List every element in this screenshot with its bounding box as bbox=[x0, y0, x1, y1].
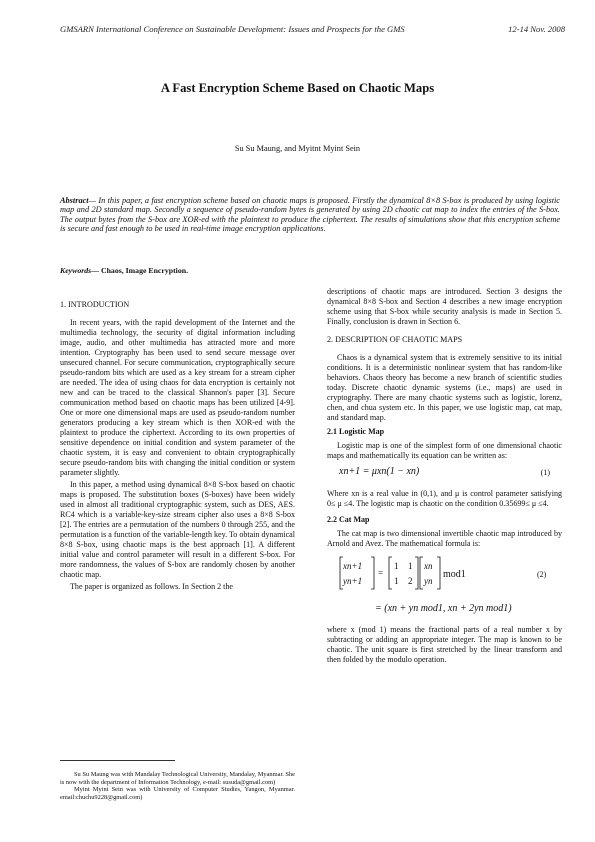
conference-name: GMSARN International Conference on Sustainable Development: Issues and Prospects for the GMS bbox=[60, 24, 405, 34]
keywords-text: — Chaos, Image Encryption. bbox=[91, 266, 189, 275]
intro-paragraph-3: The paper is organized as follows. In Section 2 the bbox=[70, 582, 233, 591]
lhs-vector-bottom: yn+1 bbox=[343, 576, 363, 586]
matrix-a12: 1 bbox=[408, 561, 413, 571]
intro-paragraph-1: In recent years, with the rapid development of the Internet and the multimedia technology, the security of digital information including image, audio, and other multimedia has attracted more and more intention. Cryptography has been used to send secure message over unsecured channel. For secure communication, cryptographically secure pseudo-random bits which are used as a key stream for a stream cipher are needed. The idea of using chaos for data encryption is certainly not new and can be traced to the classical Shannon's paper [3]. Secure communication method based on chaotic maps has been utilized [4-9]. One or more one dimensional maps are used as pseudo-random number generators producing a key stream which is then XOR-ed with the plaintext to produce the ciphertext. According to its own properties of sensitive dependence on initial condition and system parameter of the chaotic system, it is easy and convenient to obtain cryptographically secure pseudo-random bits with changing the initial condition or system parameter slightly. bbox=[60, 318, 295, 477]
subsection-heading-cat-map: 2.2 Cat Map bbox=[327, 515, 370, 524]
section-heading-introduction: 1. INTRODUCTION bbox=[60, 300, 130, 309]
abstract-label: Abstract bbox=[60, 196, 89, 205]
subsection-heading-logistic: 2.1 Logistic Map bbox=[327, 427, 385, 436]
equation-2 bbox=[327, 553, 562, 621]
equation-2-line-2: = (xn + yn mod1, xn + 2yn mod1) bbox=[375, 603, 512, 614]
logistic-paragraph: Logistic map is one of the simplest form of one dimensional chaotic maps and mathematically its equation can be written as: bbox=[327, 441, 562, 460]
chaos-paragraph: Chaos is a dynamical system that is extremely sensitive to its initial conditions. It is a deterministic nonlinear system that has random-like behaviors. Chaos theory has become a new branch of scientific studies today. Discrete chaotic dynamic systems (i.e., maps) are used in cryptography. There are many chaotic systems such as logistic, lorenz, chen, and chua system etc. In this paper, we use logistic map, cat map, and standard map. bbox=[327, 353, 562, 422]
paper-authors: Su Su Maung, and Myitnt Myint Sein bbox=[234, 144, 361, 153]
equation-2-mod: mod1 bbox=[443, 569, 466, 580]
abstract bbox=[60, 196, 560, 234]
svg-text:=: = bbox=[378, 568, 384, 578]
logistic-where-paragraph: Where xn is a real value in (0,1), and μ is control parameter satisfying 0≤ μ ≤4. The logistic map is chaotic on the condition 0.35699≤ μ ≤4. bbox=[327, 489, 562, 508]
matrix-a22: 2 bbox=[408, 576, 413, 586]
rhs-vector-top: xn bbox=[424, 561, 433, 571]
right-column bbox=[327, 287, 562, 667]
cat-map-where-paragraph: where x (mod 1) means the fractional parts of a real number x by subtracting or adding an appropriate integer. The map is known to be chaotic. The unit square is first stretched by the linear transform and then folded by the modulo operation. bbox=[327, 625, 562, 664]
section-heading-chaotic-maps: 2. DESCRIPTION OF CHAOTIC MAPS bbox=[327, 335, 463, 344]
footnotes bbox=[60, 771, 295, 801]
running-header bbox=[60, 24, 565, 34]
abstract-text: — In this paper, a fast encryption scheme based on chaotic maps is proposed. Firstly the dynamical 8×8 S-box is produced by using logistic map and 2D standard map. Secondly a sequence of pseudo-random bytes is generated by using 2D chaotic cat map to index the entries of the S-box. The output bytes from the S-box are XOR-ed with the plaintext to produce the ciphertext. The results of simulations show that this encryption scheme is secure and fast enough to be used in real-time image encryption applications. bbox=[60, 196, 560, 234]
footnote-author-2: Myint Myint Sein was with University of Computer Studies, Yangon, Myanmar. email:chuchu9228@gmail.com) bbox=[60, 786, 295, 801]
intro-paragraph-continued: descriptions of chaotic maps are introduced. Section 3 designs the dynamical 8×8 S-box and Section 4 describes a new image encryption scheme using that S-box while security analysis is made in Section 5. Finally, conclusion is drawn in Section 6. bbox=[327, 287, 562, 326]
intro-paragraph-2: In this paper, a method using dynamical 8×8 S-box based on chaotic maps is proposed. The substitution boxes (S-boxes) have been widely used in almost all traditional cryptographic system, such as DES, AES. RC4 which is a variable-key-size stream cipher also uses a 8×8 S-box [2]. The entries are a permutation of the numbers 0 through 255, and the permutation is a function of the variable-length key. To obtain dynamical 8×8 S-box, using chaotic maps is the best approach [1]. A different initial value and control parameter will result in a different S-box. For more randomness, the values of S-box are randomly chosen by another chaotic map. bbox=[60, 480, 295, 579]
equation-2-graphic bbox=[327, 553, 562, 621]
equation-1-number: (1) bbox=[540, 468, 550, 477]
keywords-label: Keywords bbox=[60, 266, 92, 275]
keywords bbox=[60, 266, 188, 275]
lhs-vector-top: xn+1 bbox=[343, 561, 363, 571]
cat-map-paragraph: The cat map is two dimensional invertible chaotic map introduced by Arnold and Avez. The mathematical formula is: bbox=[327, 529, 562, 548]
left-column bbox=[60, 300, 295, 594]
matrix-a11: 1 bbox=[394, 561, 399, 571]
equation-2-number: (2) bbox=[537, 570, 547, 579]
conference-date: 12-14 Nov. 2008 bbox=[508, 24, 565, 34]
footnote-divider bbox=[60, 760, 175, 761]
paper-title: A Fast Encryption Scheme Based on Chaotic Maps bbox=[160, 81, 435, 95]
equation-1 bbox=[327, 463, 562, 485]
footnote-author-1: Su Su Maung was with Mandalay Technological University, Mandalay, Myanmar. She is now with the department of Information Technology, e-mail: susuda@gmail.com) bbox=[60, 771, 295, 786]
rhs-vector-bottom: yn bbox=[424, 576, 433, 586]
matrix-a21: 1 bbox=[394, 576, 399, 586]
equation-1-body: xn+1 = μxn(1 − xn) bbox=[339, 466, 420, 477]
